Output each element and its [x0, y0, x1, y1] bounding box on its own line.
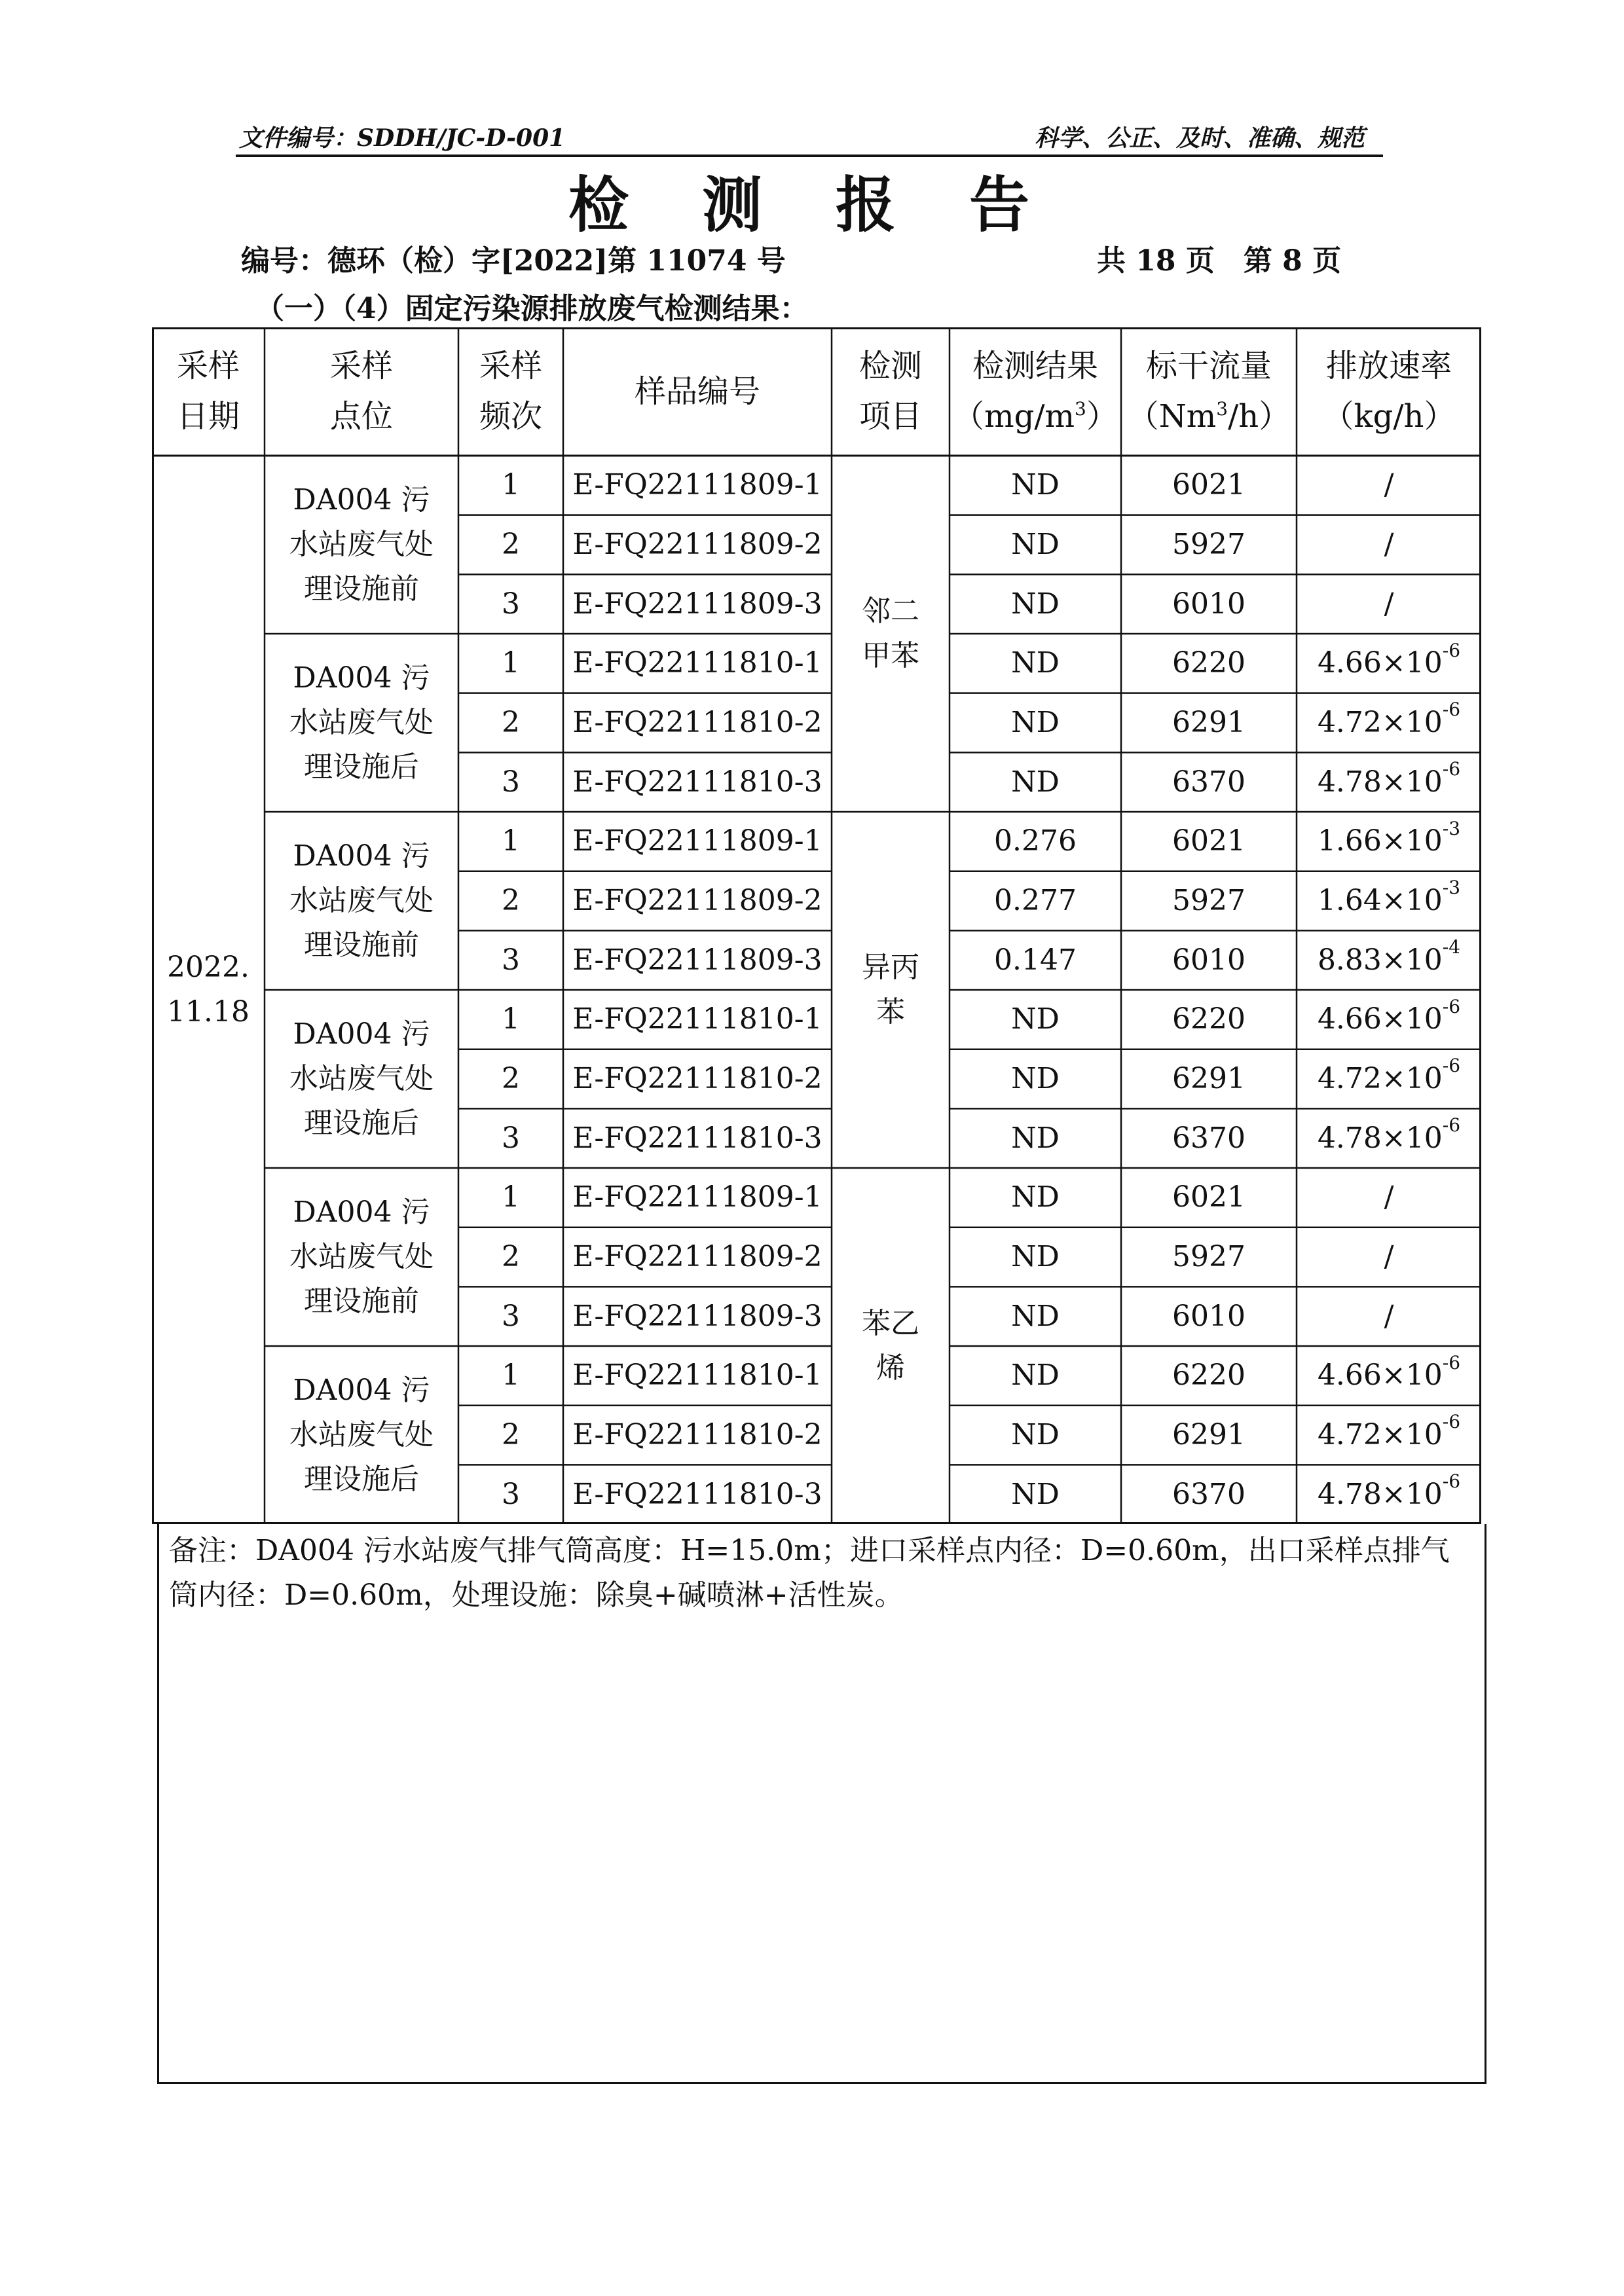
sample-no-cell-text: E-FQ22111809-3: [572, 943, 822, 977]
rate-exponent: -6: [1442, 1470, 1461, 1492]
rate-exponent: -6: [1442, 1411, 1461, 1433]
rate-cell-text: 4.66×10: [1317, 646, 1443, 680]
flow-cell: [1121, 1346, 1297, 1406]
rate-cell-text: 4.78×10: [1317, 1121, 1443, 1155]
col-header-rate-unit: （kg/h）: [1322, 398, 1456, 435]
rate-cell: [1297, 1168, 1481, 1228]
sample-no-cell-text: E-FQ22111809-2: [572, 527, 822, 561]
col-header-item: 检测 项目: [858, 348, 922, 435]
result-cell-text: ND: [1011, 468, 1060, 502]
result-cell-text: ND: [1011, 646, 1060, 680]
sample-no-cell-text: E-FQ22111810-2: [572, 1417, 822, 1451]
flow-cell: [1121, 812, 1297, 871]
result-cell-text: 0.277: [994, 883, 1077, 917]
freq-cell-text: 1: [502, 1358, 520, 1393]
flow-cell: [1121, 515, 1297, 575]
rate-cell-text: 4.66×10: [1317, 1002, 1443, 1036]
results-table: [152, 327, 1481, 1524]
rate-exponent: -6: [1442, 1114, 1461, 1136]
freq-cell: [458, 1108, 563, 1168]
freq-cell-text: 3: [502, 1299, 520, 1333]
freq-cell: [458, 1465, 563, 1524]
result-cell: [950, 1228, 1121, 1287]
sample-no-cell-text: E-FQ22111809-1: [572, 468, 822, 502]
sample-no-cell-text: E-FQ22111810-2: [572, 705, 822, 739]
sample-no-cell-text: E-FQ22111809-2: [572, 883, 822, 917]
freq-cell-text: 2: [502, 883, 520, 917]
rate-exponent: -6: [1442, 699, 1461, 721]
result-cell: [950, 1465, 1121, 1524]
result-cell: [950, 515, 1121, 575]
result-cell-text: ND: [1011, 1121, 1060, 1155]
rate-cell-text: 4.78×10: [1317, 1477, 1443, 1511]
rate-exponent: -6: [1442, 757, 1461, 780]
col-header-result-unit: $(mg/m^3)$: [953, 398, 1118, 435]
rate-cell: [1297, 1406, 1481, 1465]
result-cell-text: ND: [1011, 1061, 1060, 1095]
result-cell-text: 0.276: [994, 824, 1077, 858]
point-group-5: DA004 污 水站废气处 理设施前: [289, 1195, 434, 1319]
result-cell-text: ND: [1011, 1477, 1060, 1511]
item-styrene: 苯乙 烯: [862, 1306, 919, 1385]
col-header-sample-no: 样品编号: [634, 373, 760, 410]
rate-cell: [1297, 1228, 1481, 1287]
sample-no-cell: [563, 574, 832, 634]
flow-cell: [1121, 930, 1297, 990]
result-cell: [950, 456, 1121, 515]
sample-no-cell-text: E-FQ22111810-1: [572, 1358, 822, 1393]
rate-cell: [1297, 515, 1481, 575]
freq-cell-text: 1: [502, 468, 520, 502]
freq-cell: [458, 1346, 563, 1406]
rate-cell-text: 4.72×10: [1317, 1417, 1443, 1451]
result-cell-text: ND: [1011, 1002, 1060, 1036]
rate-exponent: -3: [1442, 877, 1461, 899]
result-cell: [950, 812, 1121, 871]
result-cell-text: 0.147: [994, 943, 1077, 977]
freq-cell: [458, 456, 563, 515]
section-title: （一）（4）固定污染源排放废气检测结果：: [255, 292, 809, 325]
col-header-result-label: 检测结果: [972, 348, 1098, 385]
flow-cell: [1121, 1049, 1297, 1109]
flow-cell: [1121, 634, 1297, 693]
freq-cell: [458, 1168, 563, 1228]
rate-exponent: -6: [1442, 995, 1461, 1017]
result-cell: [950, 634, 1121, 693]
flow-cell-text: 6291: [1172, 1061, 1246, 1095]
freq-cell: [458, 1286, 563, 1346]
rate-cell-text: /: [1384, 527, 1394, 561]
rate-cell-text: 8.83×10: [1317, 943, 1443, 977]
freq-cell: [458, 990, 563, 1049]
flow-cell-text: 6021: [1172, 468, 1246, 502]
point-group-3: DA004 污 水站废气处 理设施前: [289, 839, 434, 962]
freq-cell-text: 2: [502, 1061, 520, 1095]
flow-cell-text: 6021: [1172, 824, 1246, 858]
flow-cell-text: 6021: [1172, 1180, 1246, 1214]
flow-cell: [1121, 752, 1297, 812]
report-title: 检 测 报 告: [568, 170, 1056, 240]
rate-cell: [1297, 1346, 1481, 1406]
freq-cell: [458, 752, 563, 812]
sample-no-cell: [563, 752, 832, 812]
flow-cell-text: 6220: [1172, 1002, 1246, 1036]
sample-no-cell: [563, 1049, 832, 1109]
result-cell-text: ND: [1011, 765, 1060, 799]
flow-cell-text: 5927: [1172, 883, 1246, 917]
result-cell: [950, 1108, 1121, 1168]
result-cell-text: ND: [1011, 527, 1060, 561]
result-cell: [950, 1049, 1121, 1109]
result-cell: [950, 693, 1121, 753]
freq-cell-text: 3: [502, 943, 520, 977]
freq-cell-text: 3: [502, 587, 520, 621]
freq-cell: [458, 634, 563, 693]
freq-cell-text: 2: [502, 705, 520, 739]
sample-no-cell: [563, 1168, 832, 1228]
flow-cell: [1121, 1286, 1297, 1346]
freq-cell: [458, 930, 563, 990]
rate-cell-text: 1.64×10: [1317, 883, 1443, 917]
freq-cell-text: 2: [502, 1239, 520, 1273]
flow-cell: [1121, 1108, 1297, 1168]
result-cell-text: ND: [1011, 1417, 1060, 1451]
sampling-date: 2022. 11.18: [167, 950, 249, 1029]
sample-no-cell: [563, 1286, 832, 1346]
item-cumene: 异丙 苯: [862, 950, 919, 1029]
flow-cell: [1121, 1465, 1297, 1524]
rate-cell-text: 4.66×10: [1317, 1358, 1443, 1393]
sample-no-cell: [563, 456, 832, 515]
file-number: 文件编号：SDDH/JC-D-001: [239, 124, 566, 152]
rate-cell: [1297, 930, 1481, 990]
freq-cell-text: 1: [502, 824, 520, 858]
result-cell: [950, 752, 1121, 812]
sample-no-cell: [563, 871, 832, 931]
freq-cell: [458, 515, 563, 575]
rate-cell: [1297, 634, 1481, 693]
rate-cell-text: 4.72×10: [1317, 705, 1443, 739]
freq-cell: [458, 574, 563, 634]
flow-cell-text: 6010: [1172, 587, 1246, 621]
rate-cell-text: /: [1384, 1299, 1394, 1333]
rate-cell: [1297, 1049, 1481, 1109]
rate-exponent: -4: [1442, 936, 1461, 958]
col-header-result: [950, 327, 1121, 456]
rate-cell: [1297, 1108, 1481, 1168]
result-cell: [950, 871, 1121, 931]
freq-cell: [458, 693, 563, 753]
sample-no-cell-text: E-FQ22111810-3: [572, 765, 822, 799]
rate-exponent: -3: [1442, 817, 1461, 839]
result-cell: [950, 1168, 1121, 1228]
flow-cell-text: 6010: [1172, 943, 1246, 977]
result-cell: [950, 1346, 1121, 1406]
rate-exponent: -6: [1442, 639, 1461, 661]
sample-no-cell: [563, 693, 832, 753]
rate-cell-text: /: [1384, 587, 1394, 621]
col-header-flow-unit: （Nm$^3$/h）: [1127, 398, 1291, 435]
sample-no-cell-text: E-FQ22111810-2: [572, 1061, 822, 1095]
rate-cell-text: 4.72×10: [1317, 1061, 1443, 1095]
sample-no-cell: [563, 930, 832, 990]
col-header-rate-label: 排放速率: [1325, 348, 1452, 385]
result-cell-text: ND: [1011, 1299, 1060, 1333]
freq-cell-text: 3: [502, 765, 520, 799]
result-cell: [950, 990, 1121, 1049]
flow-cell: [1121, 1168, 1297, 1228]
point-group-6: DA004 污 水站废气处 理设施后: [289, 1373, 434, 1497]
point-group-4: DA004 污 水站废气处 理设施后: [289, 1017, 434, 1140]
flow-cell-text: 6370: [1172, 1477, 1246, 1511]
flow-cell-text: 6220: [1172, 1358, 1246, 1393]
freq-cell: [458, 871, 563, 931]
col-header-date: 采样 日期: [176, 348, 240, 435]
result-cell: [950, 930, 1121, 990]
freq-cell: [458, 1228, 563, 1287]
flow-cell-text: 5927: [1172, 527, 1246, 561]
flow-cell: [1121, 1228, 1297, 1287]
point-group-1: DA004 污 水站废气处 理设施前: [289, 483, 434, 606]
col-header-flow: [1121, 327, 1297, 456]
rate-cell: [1297, 456, 1481, 515]
rate-cell-text: /: [1384, 1239, 1394, 1273]
sample-no-cell-text: E-FQ22111810-1: [572, 646, 822, 680]
rate-cell: [1297, 1465, 1481, 1524]
rate-cell-text: 4.78×10: [1317, 765, 1443, 799]
sample-no-cell: [563, 1108, 832, 1168]
motto: 科学、公正、及时、准确、规范: [1035, 124, 1365, 152]
freq-cell-text: 2: [502, 527, 520, 561]
flow-cell-text: 6370: [1172, 1121, 1246, 1155]
col-header-freq: 采样 频次: [479, 348, 542, 435]
point-group-2: DA004 污 水站废气处 理设施后: [289, 661, 434, 784]
sample-no-cell-text: E-FQ22111809-3: [572, 587, 822, 621]
freq-cell-text: 1: [502, 646, 520, 680]
flow-cell-text: 6291: [1172, 1417, 1246, 1451]
item-o-xylene: 邻二 甲苯: [862, 594, 919, 672]
flow-cell-text: 6220: [1172, 646, 1246, 680]
sample-no-cell-text: E-FQ22111809-3: [572, 1299, 822, 1333]
result-cell-text: ND: [1011, 587, 1060, 621]
rate-exponent: -6: [1442, 1351, 1461, 1374]
result-cell: [950, 1286, 1121, 1346]
flow-cell: [1121, 574, 1297, 634]
flow-cell: [1121, 871, 1297, 931]
page-info: 共 18 页 第 8 页: [1097, 244, 1342, 278]
freq-cell: [458, 1406, 563, 1465]
flow-cell: [1121, 693, 1297, 753]
sample-no-cell-text: E-FQ22111810-3: [572, 1477, 822, 1511]
sample-no-cell: [563, 1228, 832, 1287]
rate-cell: [1297, 1286, 1481, 1346]
report-number: 编号：德环（检）字[2022]第 11074 号: [241, 244, 786, 278]
sample-no-cell: [563, 990, 832, 1049]
flow-cell: [1121, 990, 1297, 1049]
sample-no-cell: [563, 634, 832, 693]
col-header-flow-label: 标干流量: [1145, 348, 1272, 385]
sample-no-cell-text: E-FQ22111809-2: [572, 1239, 822, 1273]
flow-cell-text: 5927: [1172, 1239, 1246, 1273]
sample-no-cell: [563, 812, 832, 871]
sample-no-cell: [563, 515, 832, 575]
rate-cell: [1297, 693, 1481, 753]
result-cell-text: ND: [1011, 705, 1060, 739]
freq-cell: [458, 812, 563, 871]
remark-text: 备注：DA004 污水站废气排气筒高度：H=15.0m；进口采样点内径：D=0.60m，出口采样点排气筒内径：D=0.60m，处理设施：除臭+碱喷淋+活性炭。: [169, 1534, 1450, 1613]
rate-cell: [1297, 871, 1481, 931]
sample-no-cell-text: E-FQ22111809-1: [572, 824, 822, 858]
rate-cell-text: /: [1384, 468, 1394, 502]
rate-cell: [1297, 812, 1481, 871]
rate-cell: [1297, 752, 1481, 812]
rate-cell-text: 1.66×10: [1317, 824, 1443, 858]
freq-cell-text: 2: [502, 1417, 520, 1451]
sample-no-cell-text: E-FQ22111809-1: [572, 1180, 822, 1214]
result-cell: [950, 1406, 1121, 1465]
result-cell-text: ND: [1011, 1358, 1060, 1393]
freq-cell-text: 3: [502, 1477, 520, 1511]
flow-cell-text: 6370: [1172, 765, 1246, 799]
flow-cell-text: 6291: [1172, 705, 1246, 739]
flow-cell: [1121, 456, 1297, 515]
rate-cell-text: /: [1384, 1180, 1394, 1214]
freq-cell-text: 3: [502, 1121, 520, 1155]
result-cell-text: ND: [1011, 1180, 1060, 1214]
rate-cell: [1297, 990, 1481, 1049]
rate-exponent: -6: [1442, 1055, 1461, 1077]
col-header-rate: [1297, 327, 1481, 456]
flow-cell: [1121, 1406, 1297, 1465]
col-header-point: 采样 点位: [329, 348, 393, 435]
sample-no-cell: [563, 1406, 832, 1465]
sample-no-cell: [563, 1465, 832, 1524]
sample-no-cell-text: E-FQ22111810-1: [572, 1002, 822, 1036]
freq-cell-text: 1: [502, 1180, 520, 1214]
freq-cell: [458, 1049, 563, 1109]
result-cell: [950, 574, 1121, 634]
result-cell-text: ND: [1011, 1239, 1060, 1273]
rate-cell: [1297, 574, 1481, 634]
flow-cell-text: 6010: [1172, 1299, 1246, 1333]
sample-no-cell: [563, 1346, 832, 1406]
sample-no-cell-text: E-FQ22111810-3: [572, 1121, 822, 1155]
freq-cell-text: 1: [502, 1002, 520, 1036]
